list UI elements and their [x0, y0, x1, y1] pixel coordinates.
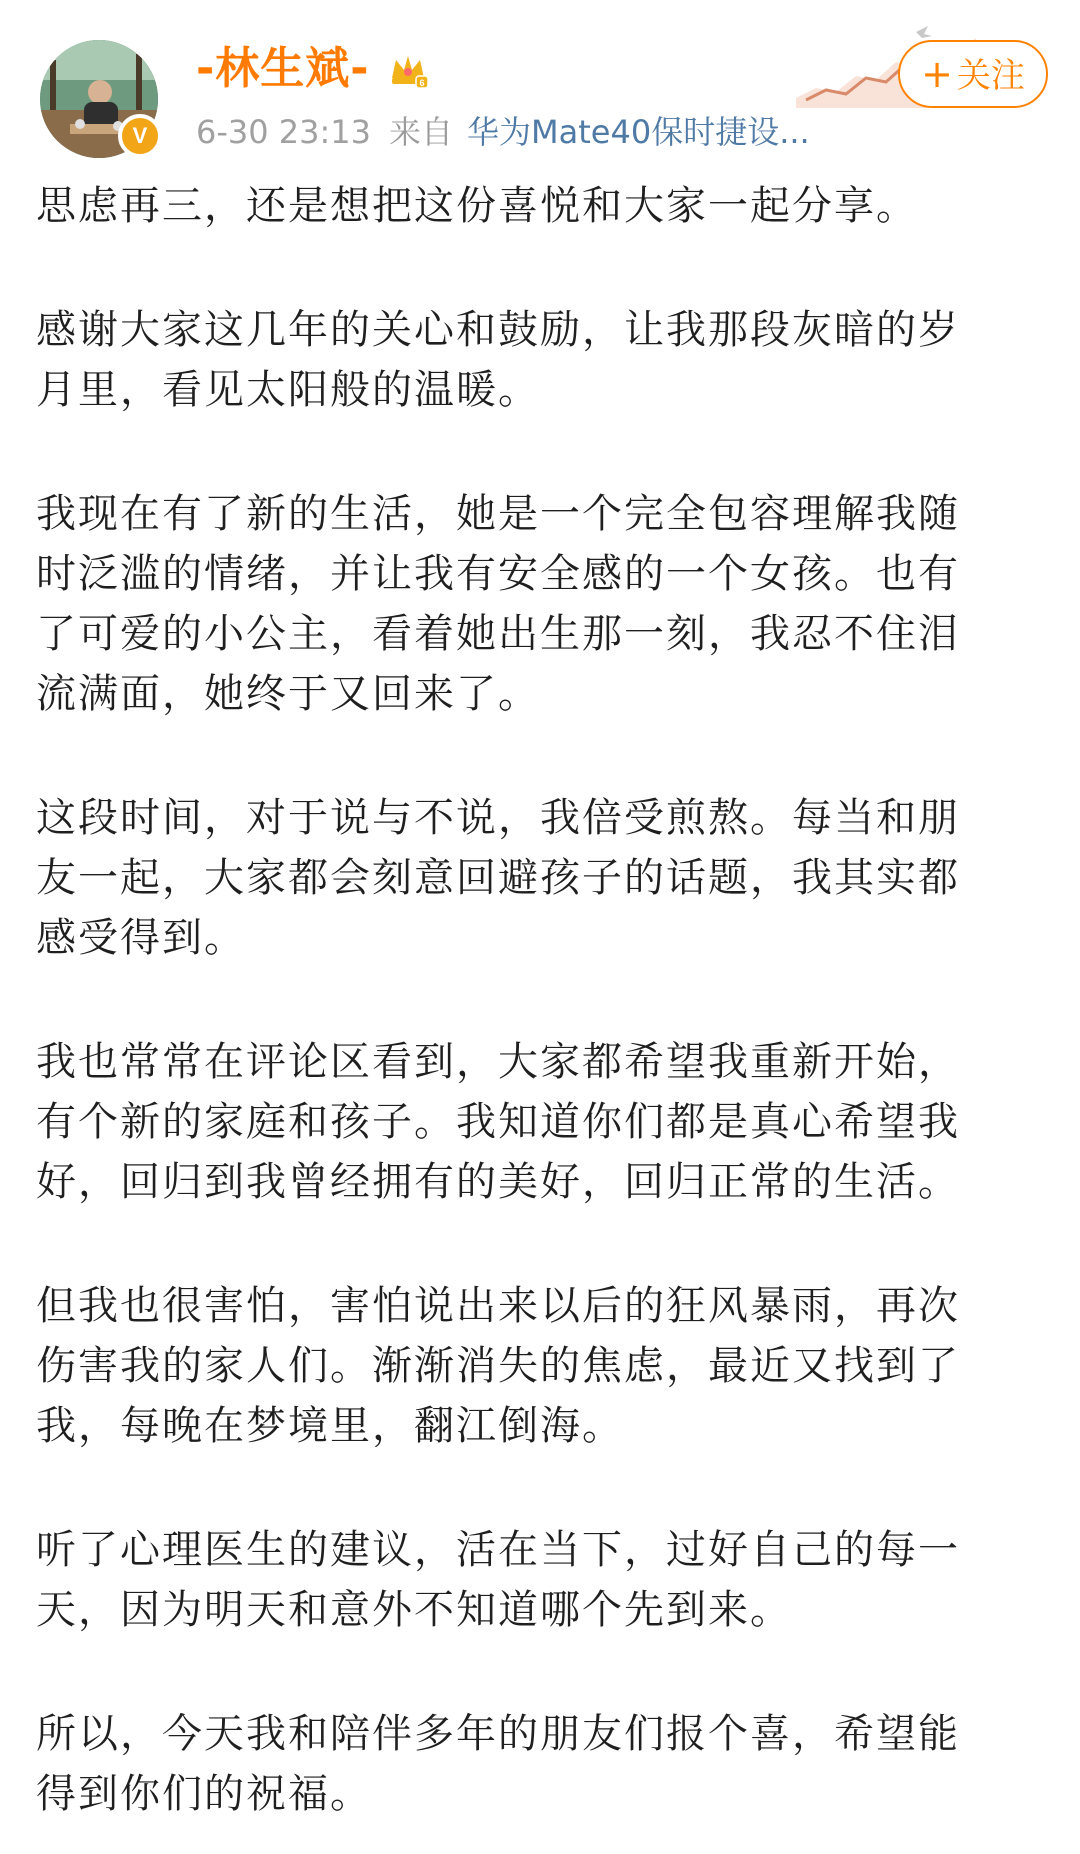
- text-line: 但我也很害怕，害怕说出来以后的狂风暴雨，再次: [36, 1283, 960, 1329]
- paragraph-1: [36, 176, 1046, 236]
- follow-button-label: 关注: [956, 56, 1025, 96]
- text-line: 我也常常在评论区看到，大家都希望我重新开始，: [36, 1039, 960, 1085]
- plus-icon: +: [921, 52, 953, 96]
- text-line: 所以，今天我和陪伴多年的朋友们报个喜，希望能: [36, 1711, 960, 1757]
- text-line: 友一起，大家都会刻意回避孩子的话题，我其实都: [36, 855, 960, 901]
- text-line: 好，回归到我曾经拥有的美好，回归正常的生活。: [36, 1159, 960, 1205]
- post-header: [0, 0, 1080, 160]
- text-line: 时泛滥的情绪，并让我有安全感的一个女孩。也有: [36, 551, 960, 597]
- text-line: 这段时间，对于说与不说，我倍受煎熬。每当和朋: [36, 795, 960, 841]
- paragraph-6: [36, 1276, 1046, 1456]
- post-content: [36, 176, 1046, 1824]
- text-line: 听了心理医生的建议，活在当下，过好自己的每一: [36, 1527, 960, 1573]
- paragraph-5: [36, 1032, 1046, 1212]
- text-line: 得到你们的祝福。: [36, 1771, 372, 1817]
- post-time: 6-30 23:13: [196, 113, 372, 151]
- source-label: 来自: [389, 113, 454, 151]
- author-name[interactable]: -林生斌-: [196, 43, 370, 94]
- device-link[interactable]: 华为Mate40保时捷设...: [467, 113, 810, 151]
- paragraph-4: [36, 788, 1046, 968]
- post-meta: [196, 112, 810, 152]
- text-line: 天，因为明天和意外不知道哪个先到来。: [36, 1587, 792, 1633]
- text-line: 了可爱的小公主，看着她出生那一刻，我忍不住泪: [36, 611, 960, 657]
- text-line: 我，每晚在梦境里，翻江倒海。: [36, 1403, 624, 1449]
- follow-button[interactable]: [898, 40, 1048, 108]
- text-line: 流满面，她终于又回来了。: [36, 671, 540, 717]
- text-line: 伤害我的家人们。渐渐消失的焦虑，最近又找到了: [36, 1343, 960, 1389]
- text-line: 感谢大家这几年的关心和鼓励，让我那段灰暗的岁: [36, 307, 960, 353]
- text-line: 感受得到。: [36, 915, 246, 961]
- text-line: 我现在有了新的生活，她是一个完全包容理解我随: [36, 491, 960, 537]
- paragraph-8: [36, 1704, 1046, 1824]
- paragraph-2: [36, 300, 1046, 420]
- verified-badge-icon: V: [118, 114, 162, 158]
- paragraph-3: [36, 484, 1046, 724]
- vip-crown-icon: [386, 48, 430, 92]
- text-line: 月里，看见太阳般的温暖。: [36, 367, 540, 413]
- paragraph-7: [36, 1520, 1046, 1640]
- svg-text:6: 6: [419, 78, 425, 88]
- text-line: 思虑再三，还是想把这份喜悦和大家一起分享。: [36, 183, 918, 229]
- text-line: 有个新的家庭和孩子。我知道你们都是真心希望我: [36, 1099, 960, 1145]
